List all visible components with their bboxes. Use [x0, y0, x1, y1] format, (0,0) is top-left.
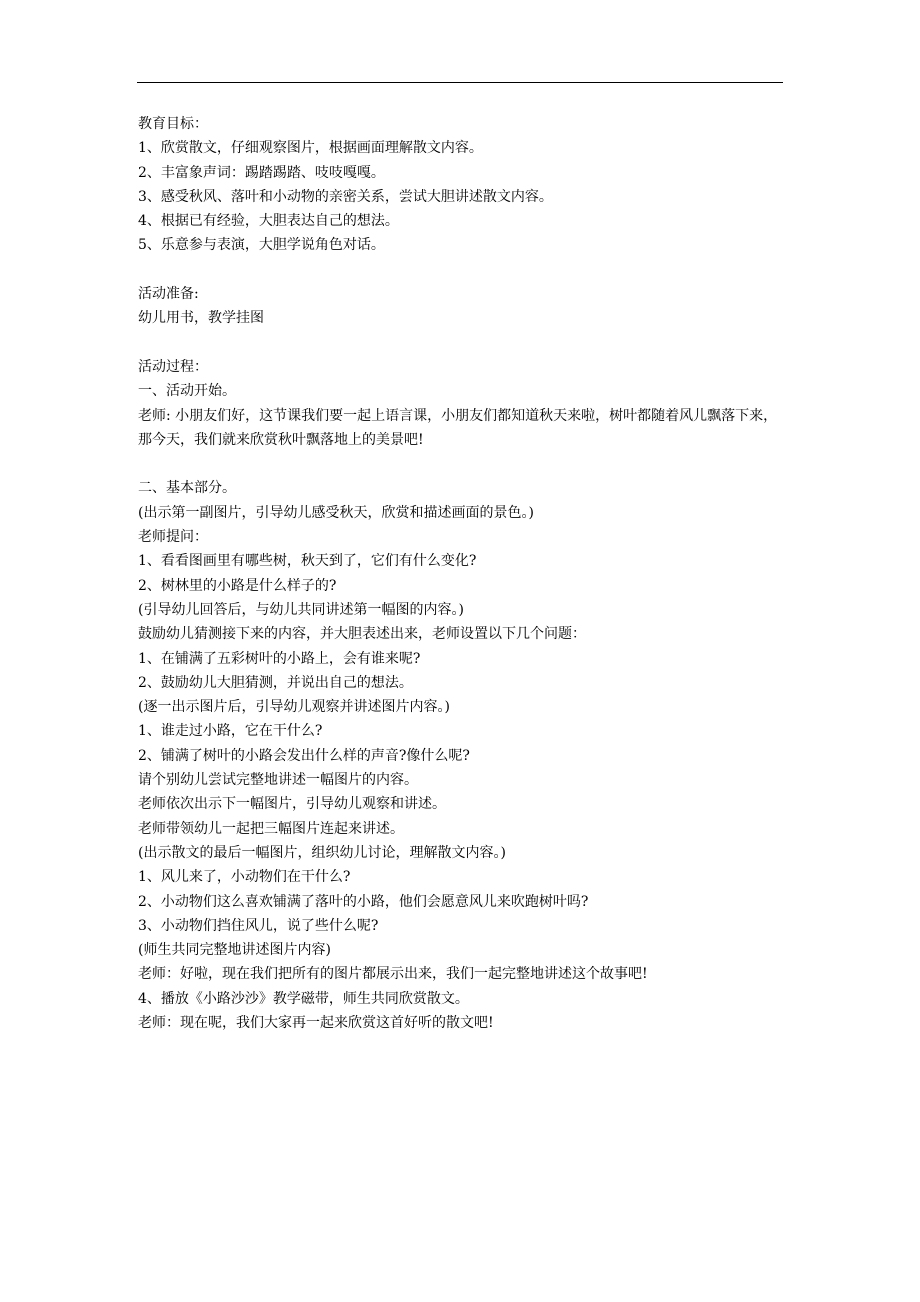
part2-line: (出示散文的最后一幅图片，组织幼儿讨论，理解散文内容。) — [138, 844, 506, 861]
part2-line: 老师提问： — [138, 529, 208, 546]
goals-heading: 教育目标： — [138, 116, 208, 132]
part2-line: 老师：现在呢，我们大家再一起来欣赏这首好听的散文吧! — [138, 1014, 494, 1031]
part2-line: (出示第一副图片，引导幼儿感受秋天，欣赏和描述画面的景色。) — [138, 504, 534, 521]
part2-line: 4、播放《小路沙沙》教学磁带，师生共同欣赏散文。 — [138, 990, 469, 1007]
part2-line: 1、谁走过小路，它在干什么? — [138, 723, 323, 740]
part2-line: 老师依次出示下一幅图片，引导幼儿观察和讲述。 — [138, 796, 446, 813]
part2-line: 老师：好啦，现在我们把所有的图片都展示出来，我们一起完整地讲述这个故事吧! — [138, 966, 648, 983]
prep-text: 幼儿用书，教学挂图 — [138, 310, 264, 327]
header-rule — [137, 82, 783, 83]
part2-line: 2、小动物们这么喜欢铺满了落叶的小路，他们会愿意风儿来吹跑树叶吗? — [138, 893, 589, 910]
part2-line: (引导幼儿回答后，与幼儿共同讲述第一幅图的内容。) — [138, 601, 464, 618]
spacer — [138, 452, 788, 476]
part1-heading: 一、活动开始。 — [138, 383, 236, 400]
process-heading: 活动过程： — [138, 358, 208, 375]
part2-heading: 二、基本部分。 — [138, 480, 236, 497]
spacer — [138, 258, 788, 282]
goal-item: 3、感受秋风、落叶和小动物的亲密关系，尝试大胆讲述散文内容。 — [138, 188, 553, 205]
goal-item: 4、根据已有经验，大胆表达自己的想法。 — [138, 213, 399, 230]
part2-line: (师生共同完整地讲述图片内容) — [138, 942, 331, 959]
part2-line: (逐一出示图片后，引导幼儿观察并讲述图片内容。) — [138, 699, 450, 716]
part2-line: 1、在铺满了五彩树叶的小路上，会有谁来呢? — [138, 650, 421, 667]
part2-line: 鼓励幼儿猜测接下来的内容，并大胆表述出来，老师设置以下几个问题： — [138, 626, 586, 643]
part1-text: 老师: 小朋友们好，这节课我们要一起上语言课，小朋友们都知道秋天来啦，树叶都随着风儿飘落下来，那今天，我们就来欣赏秋叶飘落地上的美景吧! — [138, 407, 778, 448]
part2-line: 1、看看图画里有哪些树，秋天到了，它们有什么变化? — [138, 553, 477, 570]
spacer — [138, 331, 788, 355]
part2-line: 请个别幼儿尝试完整地讲述一幅图片的内容。 — [138, 772, 418, 789]
goal-item: 2、丰富象声词：踢踏踢踏、吱吱嘎嘎。 — [138, 164, 385, 181]
goal-item: 5、乐意参与表演，大胆学说角色对话。 — [138, 237, 385, 254]
prep-heading: 活动准备: — [138, 286, 199, 303]
part2-line: 2、树林里的小路是什么样子的? — [138, 577, 337, 594]
part2-line: 1、风儿来了，小动物们在干什么? — [138, 869, 351, 886]
part2-line: 2、铺满了树叶的小路会发出什么样的声音?像什么呢? — [138, 747, 470, 764]
part2-line: 2、鼓励幼儿大胆猜测，并说出自己的想法。 — [138, 674, 413, 691]
goal-item: 1、欣赏散文，仔细观察图片，根据画面理解散文内容。 — [138, 140, 483, 157]
part2-line: 老师带领幼儿一起把三幅图片连起来讲述。 — [138, 820, 404, 837]
part2-line: 3、小动物们挡住风儿，说了些什么呢? — [138, 917, 379, 934]
document-body — [138, 112, 788, 1035]
